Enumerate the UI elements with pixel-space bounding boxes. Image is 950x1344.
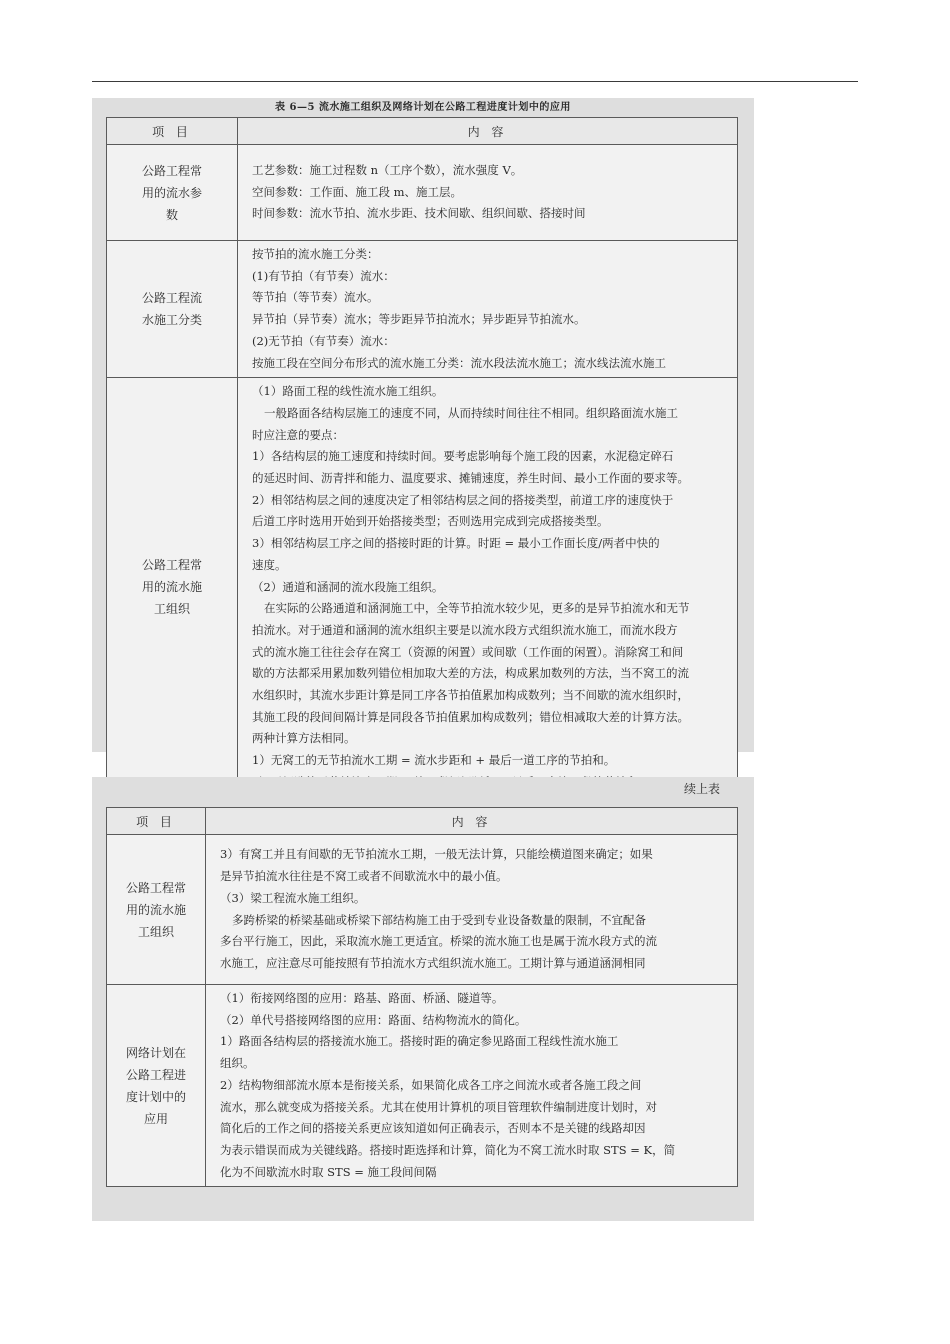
row-item-label: 公路工程常 用的流水施 工组织 [107, 835, 206, 985]
row-item-label: 公路工程常 用的流水施 工组织 [107, 378, 238, 797]
header-content: 内 容 [238, 118, 738, 145]
header-content: 内 容 [206, 808, 738, 835]
row-item-label: 公路工程常 用的流水参 数 [107, 145, 238, 241]
page-top-rule [92, 81, 858, 82]
table-row [107, 145, 738, 241]
header-item: 项 目 [107, 808, 206, 835]
table-row [107, 378, 738, 797]
table-header-row [107, 808, 738, 835]
row-content: （1）衔接网络图的应用：路基、路面、桥涵、隧道等。 （2）单代号搭接网络图的应用：路面、结构物流水的简化。 1）路面各结构层的搭接流水施工。搭接时距的确定参见路面工程线性流水施工 组织。 2）结构物细部流水原本是衔接关系，如果简化成各工序之间流水或者各施工段之间 流水，那么就变成为搭接关系。尤其在使用计算机的项目管理软件编制进度计划时，对 简化后的工作之间的搭接关系更应该知道如何正确表示，否则本不是关键的线路却因 为表示错误而成为关键线路。搭接时距选择和计算，简化为不窝工流水时取 STS = K，简 化为不间歇流水时取 STS = 施工段间间隔 [206, 985, 738, 1187]
row-content: （1）路面工程的线性流水施工组织。 一般路面各结构层施工的速度不同，从而持续时间往往不相同。组织路面流水施工 时应注意的要点： 1）各结构层的施工速度和持续时间。要考虑影响每个施工段的因素，水泥稳定碎石 的延迟时间、沥青拌和能力、温度要求、摊铺速度，养生时间、最小工作面的要求等。 2）相邻结构层之间的速度决定了相邻结构层之间的搭接类型，前道工序的速度快于 后道工序时选用开始到开始搭接类型；否则选用完成到完成搭接类型。 3）相邻结构层工序之间的搭接时距的计算。时距 = 最小工作面长度/两者中快的 速度。 （2）通道和涵洞的流水段施工组织。 在实际的公路通道和涵洞施工中，全等节拍流水较少见，更多的是异节拍流水和无节 拍流水。对于通道和涵洞的流水组织主要是以流水段方式组织流水施工，而流水段方 式的流水施工往往会存在窝工（资源的闲置）或间歇（工作面的闲置）。消除窝工和间 歇的方法都采用累加数列错位相加取大差的方法，构成累加数列的方法，当不窝工的流 水组织时，其流水步距计算是同工序各节拍值累加构成数列；当不间歇的流水组织时， 其施工段的段间间隔计算是同段各节拍值累加构成数列；错位相减取大差的计算方法。 两种计算方法相同。 1）无窝工的无节拍流水工期 = 流水步距和 + 最后一道工序的节拍和。 [238, 378, 738, 797]
row-item-label: 网络计划在 公路工程进 度计划中的 应用 [107, 985, 206, 1187]
table-scan-2 [92, 777, 754, 1221]
table-6-5-continued [106, 807, 738, 1187]
table-6-5 [106, 117, 738, 798]
row-item-label: 公路工程流 水施工分类 [107, 241, 238, 378]
table-row [107, 835, 738, 985]
table-row [107, 985, 738, 1187]
continuation-label: 续上表 [683, 782, 720, 796]
table-row [107, 241, 738, 378]
table-scan-1 [92, 98, 754, 768]
header-item: 项 目 [107, 118, 238, 145]
row-content: 3）有窝工并且有间歇的无节拍流水工期，一般无法计算，只能绘横道图来确定；如果 是异节拍流水往往是不窝工或者不间歇流水中的最小值。 （3）梁工程流水施工组织。 多跨桥梁的桥梁基础或桥梁下部结构施工由于受到专业设备数量的限制，不宜配备 多台平行施工，因此，采取流水施工更适宜。桥梁的流水施工也是属于流水段方式的流 水施工，应注意尽可能按照有节拍流水方式组织流水施工。工期计算与通道涵洞相同 [206, 835, 738, 985]
row-content: 按节拍的流水施工分类： (1)有节拍（有节奏）流水： 等节拍（等节奏）流水。 异节拍（异节奏）流水；等步距异节拍流水；异步距异节拍流水。 (2)无节拍（有节奏）流水： 按施工段在空间分布形式的流水施工分类：流水段法流水施工；流水线法流水施工 [238, 241, 738, 378]
table-caption: 表 6—5 流水施工组织及网络计划在公路工程进度计划中的应用 [275, 102, 571, 113]
row-content: 工艺参数：施工过程数 n（工序个数），流水强度 V。 空间参数：工作面、施工段 m、施工层。 时间参数：流水节拍、流水步距、技术间歇、组织间歇、搭接时间 [238, 145, 738, 241]
table-header-row [107, 118, 738, 145]
